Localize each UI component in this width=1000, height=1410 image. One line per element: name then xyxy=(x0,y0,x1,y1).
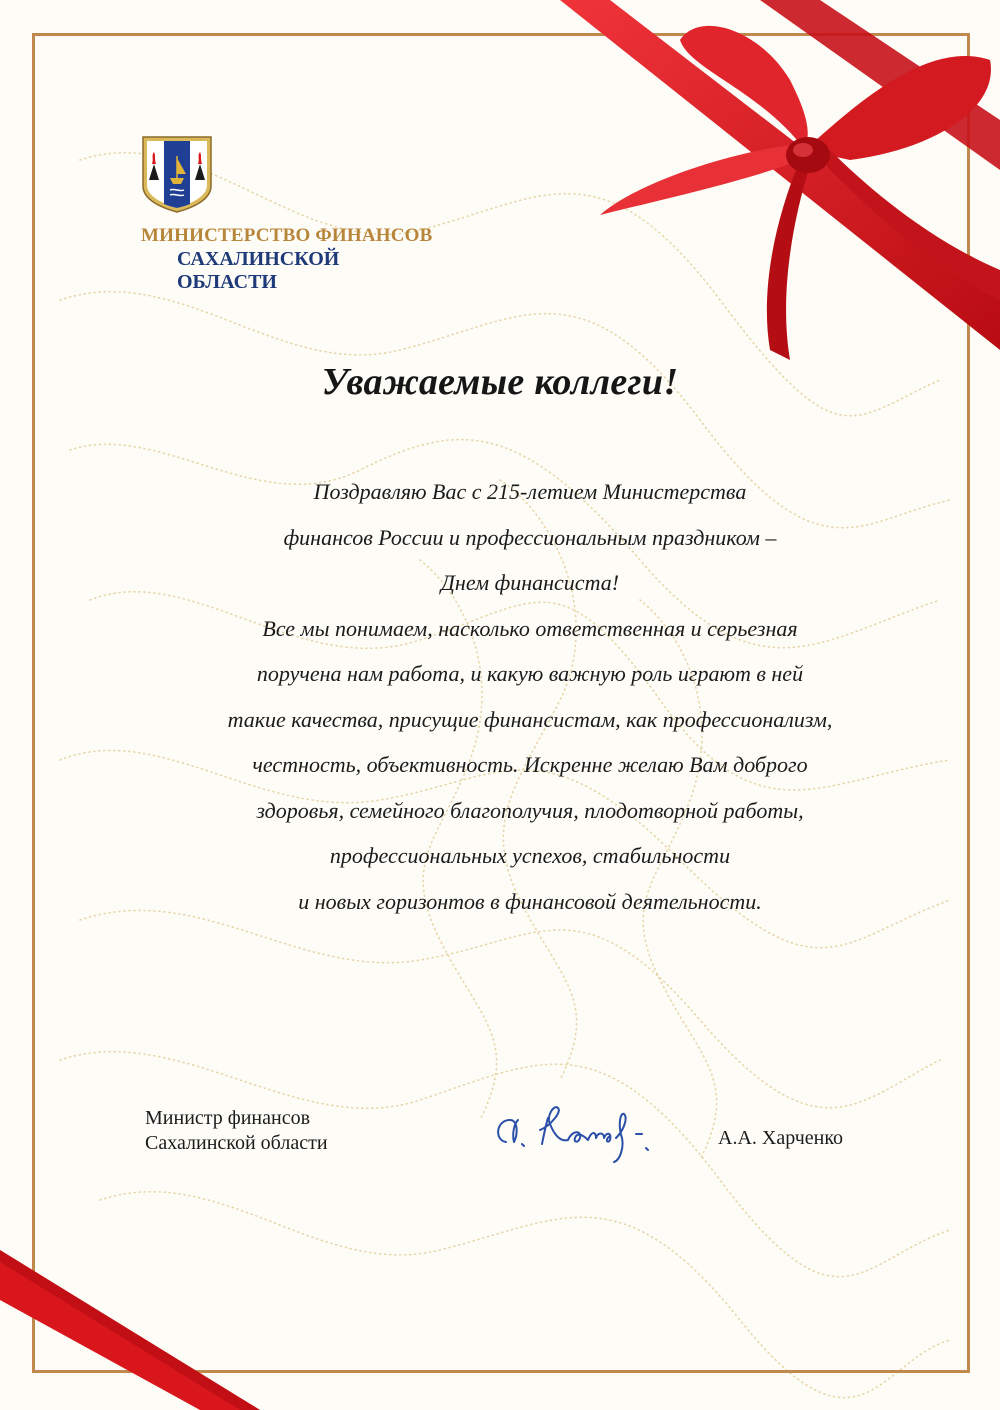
ministry-name-line-3: ОБЛАСТИ xyxy=(177,271,277,293)
body-line: честность, объективность. Искренне желаю Вам доброго xyxy=(252,752,808,777)
red-ribbon-bow-icon xyxy=(0,0,1000,400)
signer-position-line-2: Сахалинской области xyxy=(145,1132,328,1154)
signer-name: А.А. Харченко xyxy=(718,1127,844,1149)
body-line: Днем финансиста! xyxy=(440,570,620,595)
letter-body xyxy=(160,469,900,924)
body-line: Поздравляю Вас с 215-летием Министерства xyxy=(313,479,747,504)
body-line: финансов России и профессиональным праздником – xyxy=(283,524,777,550)
body-line: здоровья, семейного благополучия, плодотворной работы, xyxy=(256,797,804,823)
handwritten-signature xyxy=(488,1090,668,1170)
red-ribbon-corner-icon xyxy=(0,1230,260,1410)
body-line: Все мы понимаем, насколько ответственная и серьезная xyxy=(262,615,798,641)
body-line: и новых горизонтов в финансовой деятельности. xyxy=(298,888,762,914)
body-line: поручена нам работа, и какую важную роль играют в ней xyxy=(256,661,804,686)
greeting-heading: Уважаемые коллеги! xyxy=(321,361,679,403)
body-line: такие качества, присущие финансистам, как профессионализм, xyxy=(227,706,833,732)
body-line: профессиональных успехов, стабильности xyxy=(329,843,731,868)
ministry-name-line-1: МИНИСТЕРСТВО ФИНАНСОВ xyxy=(141,225,433,246)
ministry-name-line-2: САХАЛИНСКОЙ xyxy=(177,248,340,270)
signer-position-line-1: Министр финансов xyxy=(145,1107,311,1129)
signer-position xyxy=(145,1106,328,1156)
